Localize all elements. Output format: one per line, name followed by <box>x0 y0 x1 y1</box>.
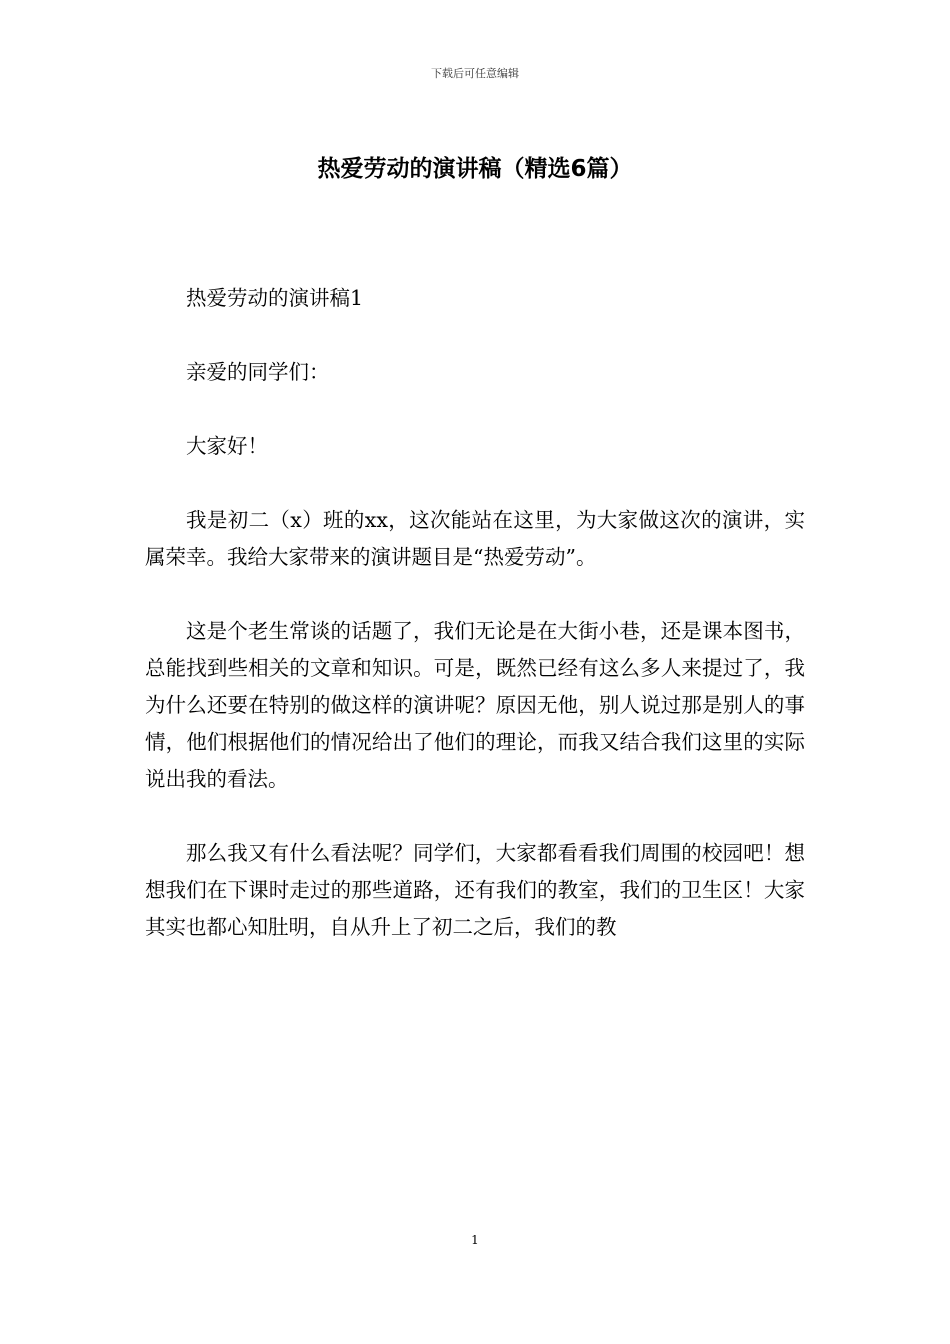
paragraph-section-heading: 热爱劳动的演讲稿1 <box>186 286 364 310</box>
page-number: 1 <box>471 1233 479 1247</box>
paragraph-greeting: 大家好！ <box>186 434 268 458</box>
document-body <box>145 280 805 983</box>
paragraph-introduction: 我是初二（x）班的xx，这次能站在这里，为大家做这次的演讲，实属荣幸。我给大家带来的演讲题目是“热爱劳动”。 <box>145 508 805 569</box>
paragraph-salutation: 亲爱的同学们： <box>186 360 330 384</box>
page-header-note: 下载后可任意编辑 <box>431 67 519 80</box>
paragraph-campus-view: 那么我又有什么看法呢？同学们，大家都看看我们周围的校园吧！想想我们在下课时走过的那些道路，还有我们的教室，我们的卫生区！大家其实也都心知肚明，自从升上了初二之后，我们的教 <box>145 841 805 939</box>
document-title: 热爱劳动的演讲稿（精选6篇） <box>317 156 633 182</box>
paragraph-topic-reason: 这是个老生常谈的话题了，我们无论是在大街小巷，还是课本图书，总能找到些相关的文章和知识。可是，既然已经有这么多人来提过了，我为什么还要在特别的做这样的演讲呢？原因无他，别人说过那是别人的事情，他们根据他们的情况给出了他们的理论，而我又结合我们这里的实际说出我的看法。 <box>145 619 805 791</box>
